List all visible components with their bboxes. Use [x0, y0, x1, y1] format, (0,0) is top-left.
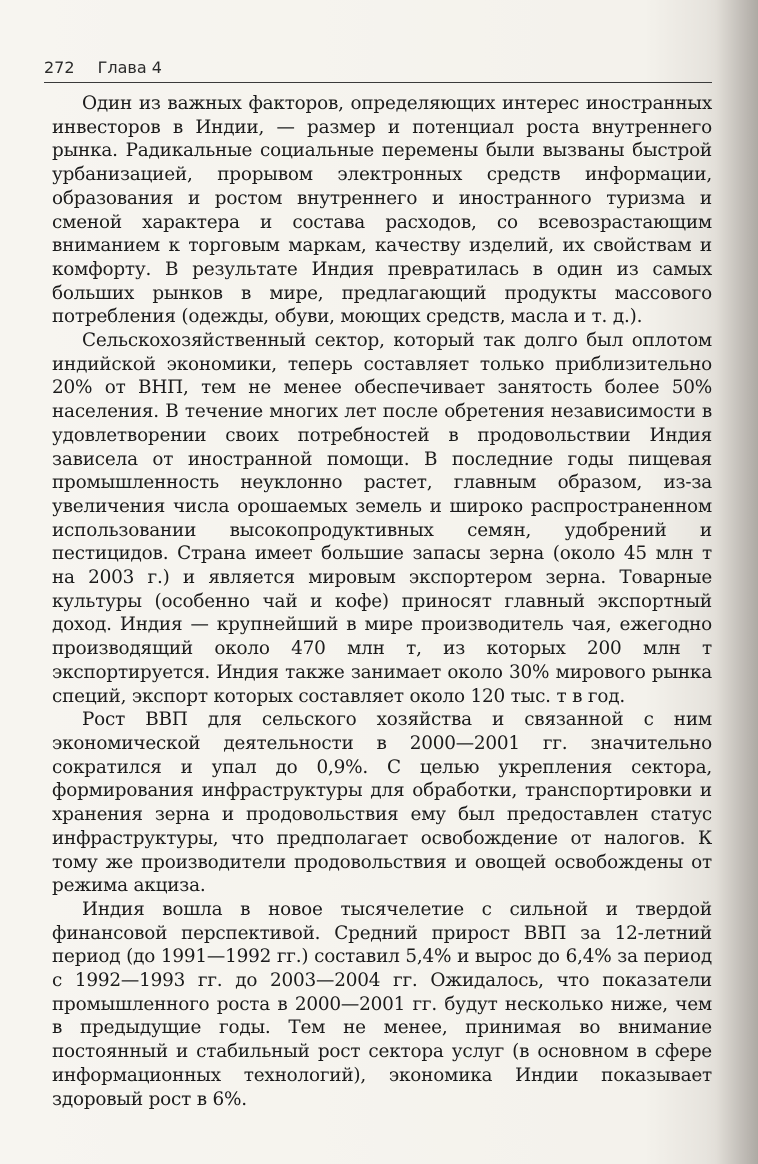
header-rule [44, 82, 712, 83]
page-number: 272 [44, 58, 75, 77]
running-header [44, 58, 714, 84]
paragraph-2: Сельскохозяйственный сектор, который так долго был оплотом индийской экономики, теперь составляет только приблизительно 20% от ВНП, тем не менее обеспечивает занятость более 50% населения. В течение многих лет после обретения независимости в удовлетворении своих потребностей в продовольствии Индия зависела от иностранной помощи. В последние годы пищевая промышленность неуклонно растет, главным образом, из-за увеличения числа орошаемых земель и широко распространенном использовании высокопродуктивных семян, удобрений и пестицидов. Страна имеет большие запасы зерна (около 45 млн т на 2003 г.) и является мировым экспортером зерна. Товарные культуры (особенно чай и кофе) приносят главный экспортный доход. Индия — крупнейший в мире производитель чая, ежегодно производящий около 470 млн т, из которых 200 млн т экспортируется. Индия также занимает около 30% мирового рынка специй, экспорт которых составляет около 120 тыс. т в год. [52, 330, 712, 707]
paragraph-3: Рост ВВП для сельского хозяйства и связанной с ним экономической деятельности в 2000—2001 гг. значительно сократился и упал до 0,9%. С целью укрепления сектора, формирования инфраструктуры для обработки, транспортировки и хранения зерна и продовольствия ему был предоставлен статус инфраструктуры, что предполагает освобождение от налогов. К тому же производители продовольствия и овощей освобождены от режима акциза. [52, 709, 712, 897]
paragraph-4: Индия вошла в новое тысячелетие с сильной и твердой финансовой перспективой. Средний прирост ВВП за 12-летний период (до 1991—1992 гг.) составил 5,4% и вырос до 6,4% за период с 1992—1993 гг. до 2003—2004 гг. Ожидалось, что показатели промышленного роста в 2000—2001 гг. будут несколько ниже, чем в предыдущие годы. Тем не менее, принимая во внимание постоянный и стабильный рост сектора услуг (в основном в сфере информационных технологий), экономика Индии показывает здоровый рост в 6%. [52, 898, 712, 1110]
body-text [52, 92, 712, 1111]
page-edge-shadow [716, 0, 758, 1164]
paragraph-1: Один из важных факторов, определяющих интерес иностранных инвесторов в Индии, — размер и потенциал роста внутреннего рынка. Радикальные социальные перемены были вызваны быстрой урбанизацией, прорывом электронных средств информации, образования и ростом внутреннего и иностранного туризма и сменой характера и состава расходов, со всевозрастающим вниманием к торговым маркам, качеству изделий, их свойствам и комфорту. В результате Индия превратилась в один из самых больших рынков в мире, предлагающий продукты массового потребления (одежды, обуви, моющих средств, масла и т. д.). [52, 93, 712, 328]
chapter-title: Глава 4 [97, 58, 162, 77]
